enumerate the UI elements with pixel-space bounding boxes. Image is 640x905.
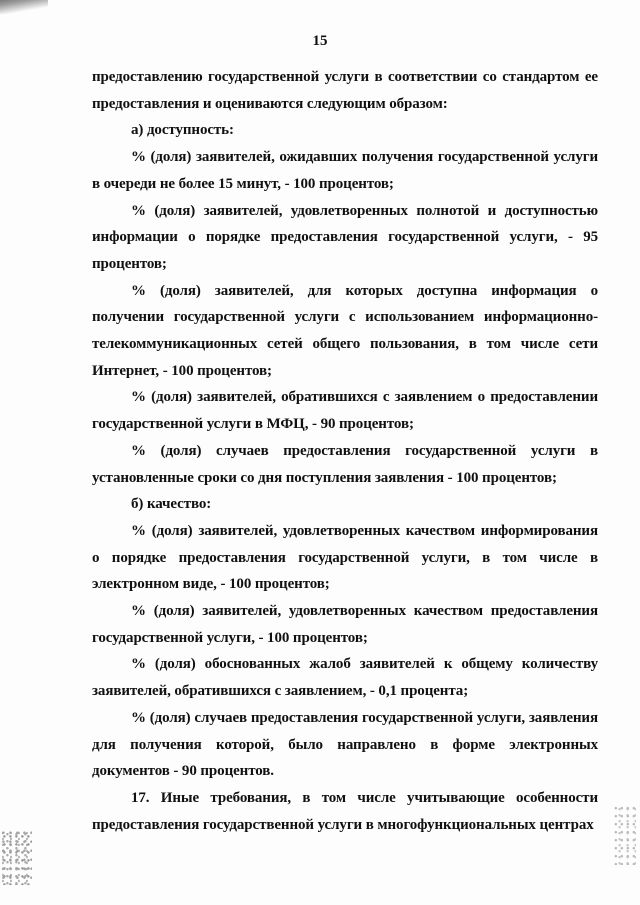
document-body: [92, 64, 598, 838]
paragraph-complaints: % (доля) обоснованных жалоб заявителей к общему количеству заявителей, обратившихся с заявлением, - 0,1 процента;: [92, 656, 598, 700]
paragraph-section-17: 17. Иные требования, в том числе учитывающие особенности предоставления государственной услуги в многофункциональных центрах: [92, 789, 598, 833]
paragraph-availability-heading: а) доступность:: [131, 122, 234, 139]
scan-artifact: [0, 0, 48, 14]
paragraph-mfc: % (доля) заявителей, обратившихся с заявлением о предоставлении государственной услуги в МФЦ, - 90 процентов;: [92, 389, 598, 433]
paragraph-service-quality: % (доля) заявителей, удовлетворенных качеством предоставления государственной услуги, - 100 процентов;: [92, 603, 598, 646]
page-number: 15: [312, 33, 328, 49]
scan-artifact: [2, 830, 32, 885]
paragraph-deadlines: % (доля) случаев предоставления государственной услуги в установленные сроки со дня поступления заявления - 100 процентов;: [92, 442, 598, 486]
paragraph-internet-access: % (доля) заявителей, для которых доступна информация о получении государственной услуги с использованием информационно-телекоммуникационных сетей общего пользования, в том числе сети Интернет, - 100 процентов;: [92, 282, 598, 379]
paragraph-informing-quality: % (доля) заявителей, удовлетворенных качеством информирования о порядке предоставления государственной услуги, в том числе в электронном виде, - 100 процентов;: [92, 522, 598, 593]
paragraph-queue-wait: % (доля) заявителей, ожидавших получения государственной услуги в очереди не более 15 минут, - 100 процентов;: [92, 149, 598, 192]
paragraph-quality-heading: б) качество:: [131, 496, 212, 513]
paragraph-info-satisfaction: % (доля) заявителей, удовлетворенных полнотой и доступностью информации о порядке предоставления государственной услуги, - 95 процентов;: [92, 202, 598, 272]
paragraph-electronic-docs: % (доля) случаев предоставления государственной услуги, заявления для получения которой, было направлено в форме электронных документов - 90 процентов.: [92, 709, 598, 780]
paragraph-intro: предоставлению государственной услуги в соответствии со стандартом ее предоставления и оцениваются следующим образом:: [92, 69, 598, 112]
scan-artifact: [614, 805, 636, 865]
